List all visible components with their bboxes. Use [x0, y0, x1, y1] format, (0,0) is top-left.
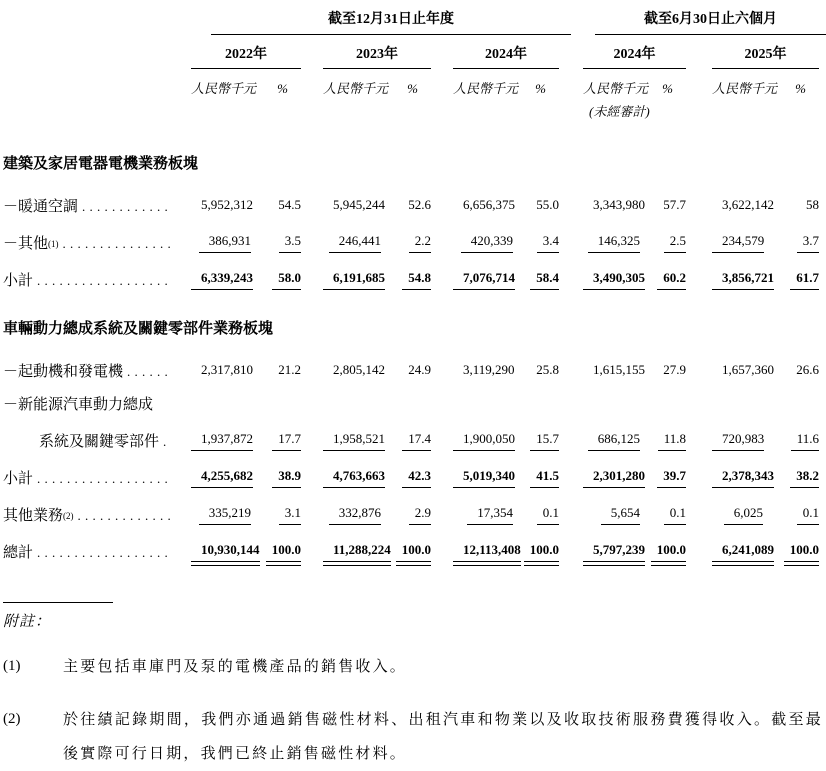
- cell-value: 55.0: [536, 197, 559, 212]
- amount-cell: [323, 270, 385, 290]
- amount-cell: [453, 197, 513, 216]
- cell-value: 42.3: [402, 468, 431, 488]
- amount-cell: [191, 542, 260, 562]
- cell-value: 6,241,089: [712, 542, 774, 562]
- percent-cell: [381, 197, 431, 216]
- cell-value: 100.0: [784, 542, 819, 562]
- row-label: 其他業務 (2) . . .: [3, 504, 171, 525]
- percent-cell: [640, 233, 686, 253]
- percent-cell: [381, 362, 431, 381]
- cell-value: 5,797,239: [583, 542, 645, 562]
- cell-value: 38.2: [790, 468, 819, 488]
- cell-value: 100.0: [266, 542, 301, 562]
- cell-value: 52.6: [408, 197, 431, 212]
- currency-unit-label: 人民幣千元: [191, 81, 257, 96]
- amount-cell: [583, 468, 645, 488]
- percent-cell: [763, 431, 819, 451]
- cell-value: 6,025: [724, 505, 763, 525]
- amount-cell: [712, 468, 774, 488]
- percent-cell: [513, 468, 559, 488]
- cell-value: 39.7: [657, 468, 686, 488]
- dot-leader: [33, 471, 171, 488]
- row-label-text: －新能源汽車動力總成: [3, 397, 154, 413]
- percent-cell: [640, 270, 686, 290]
- currency-unit-label: 人民幣千元: [323, 81, 389, 96]
- cell-value: 1,657,360: [722, 362, 774, 377]
- amount-cell: [191, 362, 251, 381]
- year-column-header-2022: 2022年: [191, 43, 301, 69]
- unit-header-group: [323, 78, 431, 97]
- cell-value: 3.1: [279, 505, 301, 525]
- percent-cell: [251, 197, 301, 216]
- amount-cell: [453, 362, 513, 381]
- segment-heading: 車輛動力總成系統及關鍵零部件業務板塊: [3, 321, 274, 337]
- amount-cell: [453, 270, 513, 290]
- cell-value: 4,763,663: [323, 468, 385, 488]
- amount-cell: [453, 431, 513, 451]
- cell-value: 24.9: [408, 362, 431, 377]
- amount-cell: [712, 270, 774, 290]
- amount-cell: [453, 233, 513, 253]
- amount-cell: [323, 362, 385, 381]
- percent-label: %: [535, 81, 546, 96]
- amount-cell: [712, 362, 774, 381]
- amount-cell: [583, 431, 640, 451]
- cell-value: 3.4: [537, 233, 559, 253]
- cell-value: 2.9: [409, 505, 431, 525]
- table-row: [3, 179, 826, 216]
- dot-leader: [159, 434, 171, 451]
- row-label: [3, 393, 171, 414]
- cell-value: 246,441: [329, 233, 381, 253]
- amount-cell: [712, 505, 763, 525]
- row-label: [3, 430, 171, 451]
- currency-unit-label: 人民幣千元: [712, 81, 778, 96]
- percent-label: %: [277, 81, 288, 96]
- cell-value: 11.6: [791, 431, 819, 451]
- unit-header-group: [191, 78, 301, 97]
- cell-value: 3,490,305: [583, 270, 645, 290]
- percent-cell: [381, 431, 431, 451]
- cell-value: 17.7: [272, 431, 301, 451]
- unaudited-row: [3, 101, 826, 121]
- row-label: [3, 541, 171, 562]
- table-row: [3, 253, 826, 290]
- cell-value: 2,317,810: [201, 362, 253, 377]
- amount-cell: [191, 468, 251, 488]
- percent-cell: [763, 468, 819, 488]
- percent-label: %: [662, 81, 673, 96]
- table-row: [3, 525, 826, 562]
- percent-cell: [640, 197, 686, 216]
- cell-value: 6,656,375: [463, 197, 515, 212]
- percent-cell: [640, 505, 686, 525]
- unit-header-group: [712, 78, 819, 97]
- notes-separator: [3, 602, 113, 603]
- table-row: [3, 488, 826, 525]
- note-item: [3, 658, 826, 684]
- row-label-text: 小計: [3, 273, 34, 289]
- percent-cell: [640, 542, 686, 562]
- cell-value: 3.5: [279, 233, 301, 253]
- cell-value: 54.5: [278, 197, 301, 212]
- cell-value: 2,378,343: [712, 468, 774, 488]
- amount-cell: [453, 468, 513, 488]
- cell-value: 2.2: [409, 233, 431, 253]
- year-header-row: [3, 43, 826, 69]
- row-label-text: 總計: [3, 545, 34, 561]
- cell-value: 25.8: [536, 362, 559, 377]
- percent-cell: [763, 270, 819, 290]
- cell-value: 686,125: [588, 431, 640, 451]
- amount-cell: [191, 197, 251, 216]
- row-label-text: －暖通空調: [3, 199, 79, 215]
- cell-value: 57.7: [663, 197, 686, 212]
- cell-value: 21.2: [278, 362, 301, 377]
- amount-cell: [323, 233, 381, 253]
- year-column-header-2023: 2023年: [323, 43, 431, 69]
- cell-value: 5,952,312: [201, 197, 253, 212]
- percent-cell: [763, 362, 819, 381]
- percent-cell: [513, 197, 559, 216]
- row-label: [3, 467, 171, 488]
- year-column-header-2025-interim: 2025年: [712, 43, 819, 69]
- row-label-text: 小計: [3, 471, 34, 487]
- dot-leader: [33, 273, 171, 290]
- percent-cell: [513, 431, 559, 451]
- percent-cell: [251, 431, 301, 451]
- cell-value: 1,958,521: [323, 431, 385, 451]
- percent-cell: [381, 270, 431, 290]
- percent-cell: [251, 468, 301, 488]
- cell-value: 11,288,224: [323, 542, 391, 562]
- amount-cell: [453, 505, 513, 525]
- interim-period-header: 截至6月30日止六個月: [595, 8, 826, 35]
- year-column-header-2024: 2024年: [453, 43, 559, 69]
- percent-cell: [381, 233, 431, 253]
- amount-cell: [323, 505, 381, 525]
- cell-value: 3,343,980: [593, 197, 645, 212]
- cell-value: 1,900,050: [453, 431, 515, 451]
- cell-value: 27.9: [663, 362, 686, 377]
- row-label: [3, 360, 171, 381]
- cell-value: 2,301,280: [583, 468, 645, 488]
- cell-value: 60.2: [657, 270, 686, 290]
- note-number: (1): [3, 658, 21, 674]
- cell-value: 10,930,144: [191, 542, 260, 562]
- cell-value: 0.1: [797, 505, 819, 525]
- cell-value: 5,654: [601, 505, 640, 525]
- dot-leader: [74, 508, 171, 525]
- amount-cell: [191, 431, 251, 451]
- cell-value: 1,615,155: [593, 362, 645, 377]
- cell-value: 332,876: [329, 505, 381, 525]
- cell-value: 11.8: [658, 431, 686, 451]
- cell-value: 6,339,243: [191, 270, 253, 290]
- unit-header-group: [453, 78, 559, 97]
- cell-value: 100.0: [396, 542, 431, 562]
- row-label-text: 系統及關鍵零部件: [39, 434, 160, 450]
- percent-cell: [640, 431, 686, 451]
- percent-cell: [513, 270, 559, 290]
- percent-label: %: [407, 81, 418, 96]
- amount-cell: [323, 431, 385, 451]
- cell-value: 3,622,142: [722, 197, 774, 212]
- cell-value: 17.4: [402, 431, 431, 451]
- percent-label: %: [795, 81, 806, 96]
- table-rows: [3, 153, 826, 562]
- row-label-text: 其他業務: [3, 508, 64, 524]
- table-row: [3, 344, 826, 381]
- cell-value: 146,325: [588, 233, 640, 253]
- table-row: [3, 451, 826, 488]
- percent-cell: [640, 362, 686, 381]
- cell-value: 3,119,290: [463, 362, 515, 377]
- cell-value: 61.7: [790, 270, 819, 290]
- percent-cell: [513, 505, 559, 525]
- percent-cell: [251, 362, 301, 381]
- percent-cell: [513, 233, 559, 253]
- row-label: －其他 (1) . . .: [3, 232, 171, 253]
- cell-value: 0.1: [537, 505, 559, 525]
- cell-value: 58.0: [272, 270, 301, 290]
- amount-cell: [712, 233, 763, 253]
- cell-value: 234,579: [712, 233, 764, 253]
- row-label: [3, 269, 171, 290]
- currency-unit-label: 人民幣千元: [453, 81, 519, 96]
- cell-value: 1,937,872: [191, 431, 253, 451]
- amount-cell: [583, 542, 645, 562]
- cell-value: 335,219: [199, 505, 251, 525]
- cell-value: 2,805,142: [333, 362, 385, 377]
- table-row: [3, 216, 826, 253]
- annual-period-header: 截至12月31日止年度: [211, 8, 571, 35]
- currency-unit-label: 人民幣千元: [583, 81, 649, 96]
- row-label-text: －起動機和發電機: [3, 364, 124, 380]
- notes-heading: 附註：: [3, 614, 52, 630]
- amount-cell: [453, 542, 521, 562]
- percent-cell: [763, 233, 819, 253]
- amount-cell: [583, 197, 645, 216]
- percent-cell: [251, 233, 301, 253]
- cell-value: 12,113,408: [453, 542, 521, 562]
- row-label: [3, 195, 171, 216]
- cell-value: 3,856,721: [712, 270, 774, 290]
- period-header-row: [3, 8, 826, 35]
- cell-value: 3.7: [797, 233, 819, 253]
- amount-cell: [712, 431, 763, 451]
- unit-header-row: [3, 78, 826, 97]
- cell-value: 100.0: [524, 542, 559, 562]
- cell-value: 100.0: [651, 542, 686, 562]
- dot-leader: [123, 364, 171, 381]
- dot-leader: [59, 236, 171, 253]
- unaudited-note: (未經審計): [589, 104, 650, 119]
- cell-value: 2.5: [664, 233, 686, 253]
- row-label-text: －其他: [3, 236, 49, 252]
- table-row: [3, 381, 826, 414]
- cell-value: 26.6: [796, 362, 819, 377]
- cell-value: 58.4: [530, 270, 559, 290]
- cell-value: 15.7: [530, 431, 559, 451]
- amount-cell: [583, 362, 645, 381]
- year-column-header-2024-interim: 2024年: [583, 43, 686, 69]
- cell-value: 17,354: [467, 505, 513, 525]
- amount-cell: [583, 270, 645, 290]
- amount-cell: [191, 505, 251, 525]
- table-row: [3, 414, 826, 451]
- percent-cell: [381, 505, 431, 525]
- amount-cell: [323, 542, 391, 562]
- amount-cell: [191, 233, 251, 253]
- cell-value: 0.1: [664, 505, 686, 525]
- segment-heading: 建築及家居電器電機業務板塊: [3, 156, 199, 172]
- dot-leader: [33, 545, 171, 562]
- cell-value: 38.9: [272, 468, 301, 488]
- amount-cell: [583, 233, 640, 253]
- amount-cell: [712, 197, 774, 216]
- percent-cell: [251, 270, 301, 290]
- cell-value: 7,076,714: [453, 270, 515, 290]
- note-item: [3, 711, 826, 771]
- amount-cell: [323, 468, 385, 488]
- cell-value: 720,983: [712, 431, 764, 451]
- percent-cell: [381, 468, 431, 488]
- dot-leader: [78, 199, 171, 216]
- amount-cell: [323, 197, 385, 216]
- cell-value: 41.5: [530, 468, 559, 488]
- cell-value: 58: [806, 197, 819, 212]
- cell-value: 6,191,685: [323, 270, 385, 290]
- unit-header-group: [583, 78, 686, 97]
- percent-cell: [763, 505, 819, 525]
- cell-value: 5,945,244: [333, 197, 385, 212]
- cell-value: 386,931: [199, 233, 251, 253]
- percent-cell: [640, 468, 686, 488]
- amount-cell: [712, 542, 774, 562]
- cell-value: 54.8: [402, 270, 431, 290]
- note-number: (2): [3, 711, 21, 727]
- amount-cell: [583, 505, 640, 525]
- cell-value: 420,339: [461, 233, 513, 253]
- amount-cell: [191, 270, 251, 290]
- note-text: 於往績記錄期間，我們亦通過銷售磁性材料、出租汽車和物業以及收取技術服務費獲得收入。截至最後實際可行日期，我們已終止銷售磁性材料。: [63, 712, 823, 762]
- percent-cell: [251, 505, 301, 525]
- note-text: 主要包括車庫門及泵的電機產品的銷售收入。: [63, 659, 408, 675]
- cell-value: 5,019,340: [453, 468, 515, 488]
- percent-cell: [763, 197, 819, 216]
- cell-value: 4,255,682: [191, 468, 253, 488]
- percent-cell: [513, 362, 559, 381]
